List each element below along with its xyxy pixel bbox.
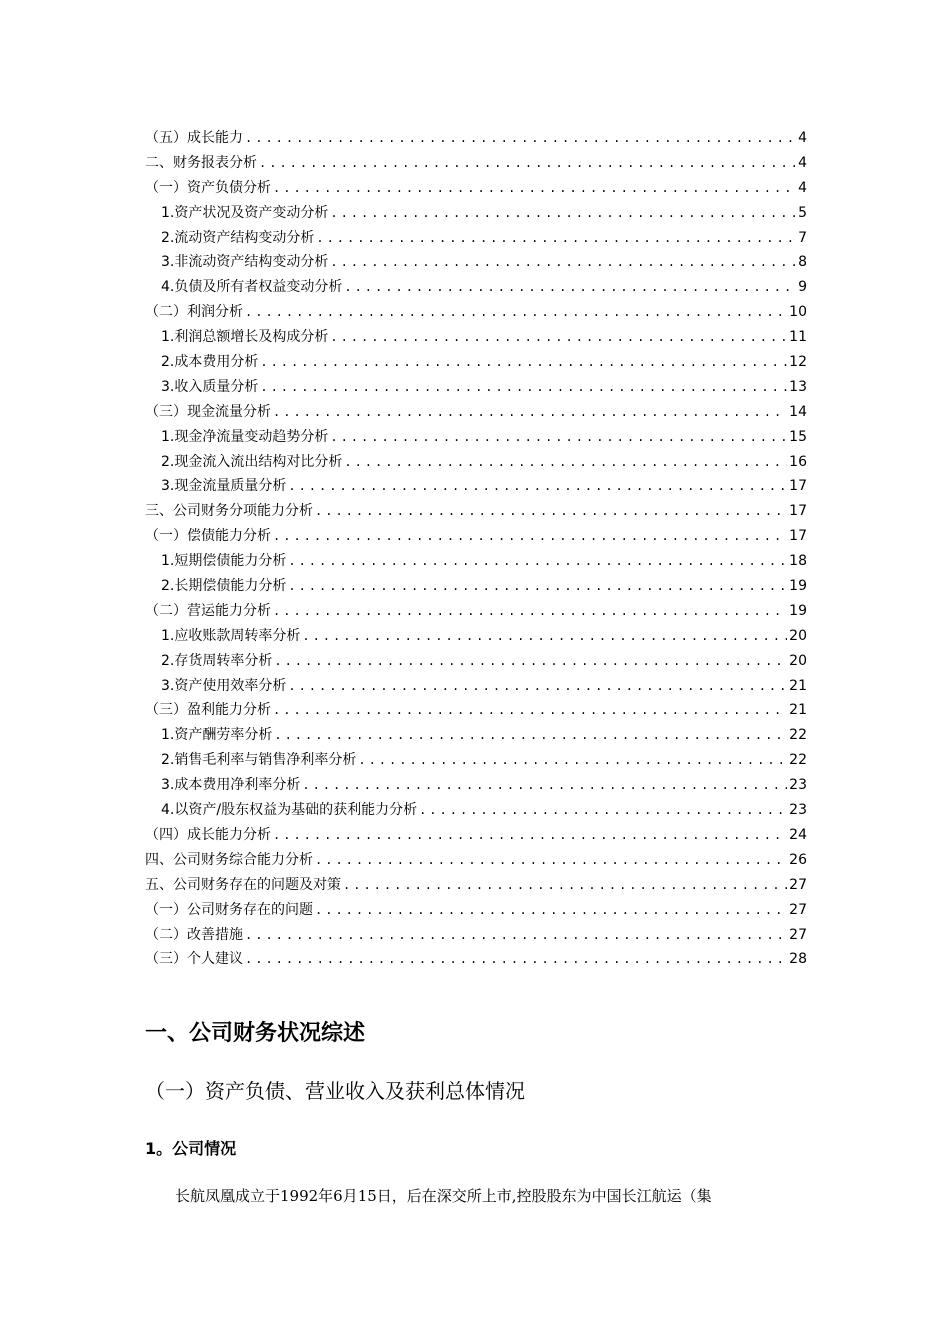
toc-entry[interactable]: [145, 947, 807, 972]
toc-page-number: 14: [789, 403, 807, 420]
toc-entry[interactable]: [145, 126, 807, 151]
toc-entry[interactable]: [145, 250, 807, 275]
toc-entry-title: 3.成本费用净利率分析: [161, 777, 301, 794]
toc-entry[interactable]: [145, 798, 807, 823]
toc-entry-title: （五）成长能力: [145, 130, 243, 146]
toc-entry[interactable]: [145, 375, 807, 400]
toc-page-number: 4: [798, 179, 807, 196]
toc-entry[interactable]: [145, 226, 807, 251]
toc-entry-title: （二）营运能力分析: [145, 602, 271, 619]
toc-entry-title: 2.流动资产结构变动分析: [161, 229, 315, 246]
toc-entry[interactable]: [145, 400, 807, 425]
toc-entry-title: 四、公司财务综合能力分析: [145, 851, 313, 868]
toc-page-number: 11: [789, 329, 807, 346]
toc-entry-title: 三、公司财务分项能力分析: [145, 503, 313, 520]
toc-entry[interactable]: [145, 823, 807, 848]
toc-entry-title: （四）成长能力分析: [145, 826, 271, 843]
toc-entry-title: 4.以资产/股东权益为基础的获利能力分析: [161, 802, 418, 819]
toc-entry-title: 1.利润总额增长及构成分析: [161, 329, 329, 346]
toc-leader-dots: [260, 375, 787, 400]
toc-leader-dots: [330, 325, 787, 350]
toc-leader-dots: [274, 723, 787, 748]
toc-entry-title: 3.资产使用效率分析: [161, 677, 287, 694]
toc-entry-title: 1.资产状况及资产变动分析: [161, 204, 329, 221]
toc-entry[interactable]: [145, 350, 807, 375]
toc-page-number: 19: [789, 602, 807, 619]
toc-entry[interactable]: [145, 624, 807, 649]
toc-page-number: 22: [789, 752, 807, 769]
toc-page-number: 19: [789, 578, 807, 595]
toc-page-number: 23: [789, 777, 807, 794]
toc-leader-dots: [273, 698, 787, 723]
toc-entry-title: 2.长期偿债能力分析: [161, 578, 287, 595]
toc-leader-dots: [273, 823, 787, 848]
toc-entry-title: （二）利润分析: [145, 304, 243, 321]
toc-entry-title: （三）个人建议: [145, 951, 243, 968]
toc-page-number: 27: [789, 926, 807, 943]
toc-leader-dots: [315, 848, 787, 873]
toc-leader-dots: [245, 126, 795, 151]
toc-leader-dots: [330, 425, 787, 450]
toc-page-number: 13: [789, 378, 807, 395]
toc-leader-dots: [302, 624, 787, 649]
toc-entry-title: （一）公司财务存在的问题: [145, 901, 313, 918]
toc-entry[interactable]: [145, 450, 807, 475]
toc-leader-dots: [316, 226, 795, 251]
toc-leader-dots: [288, 574, 787, 599]
toc-entry-title: 1.现金净流量变动趋势分析: [161, 428, 329, 445]
toc-page-number: 4: [798, 130, 807, 146]
sub-subsection-heading: 1。公司情况: [145, 1139, 237, 1158]
toc-entry[interactable]: [145, 649, 807, 674]
toc-entry-title: 2.存货周转率分析: [161, 652, 273, 669]
toc-leader-dots: [273, 400, 787, 425]
toc-page-number: 26: [789, 851, 807, 868]
toc-entry-title: （一）资产负债分析: [145, 179, 271, 196]
toc-leader-dots: [274, 649, 787, 674]
toc-page-number: 17: [789, 528, 807, 545]
subsection-heading: （一）资产负债、营业收入及获利总体情况: [145, 1079, 525, 1103]
toc-leader-dots: [288, 474, 787, 499]
toc-page-number: 8: [798, 254, 807, 271]
toc-page-number: 4: [798, 154, 807, 171]
toc-entry-title: 五、公司财务存在的问题及对策: [145, 876, 341, 893]
toc-page-number: 18: [789, 553, 807, 570]
toc-leader-dots: [419, 798, 787, 823]
toc-leader-dots: [343, 873, 787, 898]
toc-leader-dots: [288, 674, 787, 699]
toc-page-number: 9: [798, 279, 807, 296]
toc-entry[interactable]: [145, 176, 807, 201]
toc-leader-dots: [273, 599, 787, 624]
toc-entry-title: 1.短期偿债能力分析: [161, 553, 287, 570]
toc-entry[interactable]: [145, 599, 807, 624]
toc-page-number: 22: [789, 727, 807, 744]
toc-entry-title: 2.现金流入流出结构对比分析: [161, 453, 343, 470]
toc-entry[interactable]: [145, 698, 807, 723]
toc-leader-dots: [260, 350, 787, 375]
toc-entry[interactable]: [145, 524, 807, 549]
toc-entry-title: 二、财务报表分析: [145, 154, 257, 171]
toc-page-number: 27: [789, 901, 807, 918]
toc-entry-title: （三）盈利能力分析: [145, 702, 271, 719]
toc-page-number: 24: [789, 826, 807, 843]
toc-leader-dots: [273, 524, 787, 549]
toc-entry[interactable]: [145, 723, 807, 748]
table-of-contents: [145, 126, 807, 972]
toc-leader-dots: [245, 300, 787, 325]
toc-leader-dots: [344, 275, 795, 300]
toc-entry[interactable]: [145, 151, 807, 176]
toc-entry[interactable]: [145, 748, 807, 773]
toc-entry-title: （三）现金流量分析: [145, 403, 271, 420]
toc-entry[interactable]: [145, 773, 807, 798]
toc-leader-dots: [273, 176, 795, 201]
toc-entry-title: 3.收入质量分析: [161, 378, 259, 395]
toc-entry-title: 3.现金流量质量分析: [161, 478, 287, 495]
toc-entry[interactable]: [145, 300, 807, 325]
toc-entry-title: 4.负债及所有者权益变动分析: [161, 279, 343, 296]
toc-page-number: 16: [789, 453, 807, 470]
toc-entry-title: 1.资产酬劳率分析: [161, 727, 273, 744]
toc-page-number: 12: [789, 354, 807, 371]
toc-entry[interactable]: [145, 574, 807, 599]
body-paragraph: 长航凤凰成立于1992年6月15日，后在深交所上市,控股股东为中国长江航运（集: [175, 1187, 712, 1205]
toc-leader-dots: [344, 450, 787, 475]
toc-page-number: 27: [789, 876, 807, 893]
toc-page-number: 10: [789, 304, 807, 321]
toc-page-number: 17: [789, 503, 807, 520]
toc-page-number: 23: [789, 802, 807, 819]
toc-page-number: 5: [798, 204, 807, 221]
toc-entry[interactable]: [145, 549, 807, 574]
toc-leader-dots: [315, 499, 787, 524]
toc-entry[interactable]: [145, 674, 807, 699]
toc-entry-title: （二）改善措施: [145, 926, 243, 943]
toc-page-number: 20: [789, 652, 807, 669]
toc-entry-title: 1.应收账款周转率分析: [161, 627, 301, 644]
toc-leader-dots: [358, 748, 787, 773]
toc-page-number: 7: [798, 229, 807, 246]
toc-entry[interactable]: [145, 201, 807, 226]
toc-entry[interactable]: [145, 425, 807, 450]
toc-page-number: 15: [789, 428, 807, 445]
toc-leader-dots: [315, 898, 787, 923]
toc-page-number: 28: [789, 951, 807, 968]
toc-entry-title: 2.成本费用分析: [161, 354, 259, 371]
toc-entry[interactable]: [145, 873, 807, 898]
toc-leader-dots: [302, 773, 787, 798]
toc-entry[interactable]: [145, 499, 807, 524]
toc-entry[interactable]: [145, 325, 807, 350]
toc-leader-dots: [245, 923, 787, 948]
section-heading: 一、公司财务状况综述: [145, 1021, 366, 1046]
toc-leader-dots: [330, 250, 795, 275]
toc-leader-dots: [259, 151, 795, 176]
toc-page-number: 21: [789, 702, 807, 719]
toc-entry-title: 2.销售毛利率与销售净利率分析: [161, 752, 357, 769]
toc-leader-dots: [245, 947, 787, 972]
toc-entry[interactable]: [145, 474, 807, 499]
toc-entry[interactable]: [145, 275, 807, 300]
toc-entry[interactable]: [145, 923, 807, 948]
toc-entry-title: 3.非流动资产结构变动分析: [161, 254, 329, 271]
toc-page-number: 20: [789, 627, 807, 644]
toc-leader-dots: [288, 549, 787, 574]
toc-entry[interactable]: [145, 898, 807, 923]
toc-entry-title: （一）偿债能力分析: [145, 528, 271, 545]
toc-entry[interactable]: [145, 848, 807, 873]
toc-leader-dots: [330, 201, 795, 226]
toc-page-number: 17: [789, 478, 807, 495]
toc-page-number: 21: [789, 677, 807, 694]
